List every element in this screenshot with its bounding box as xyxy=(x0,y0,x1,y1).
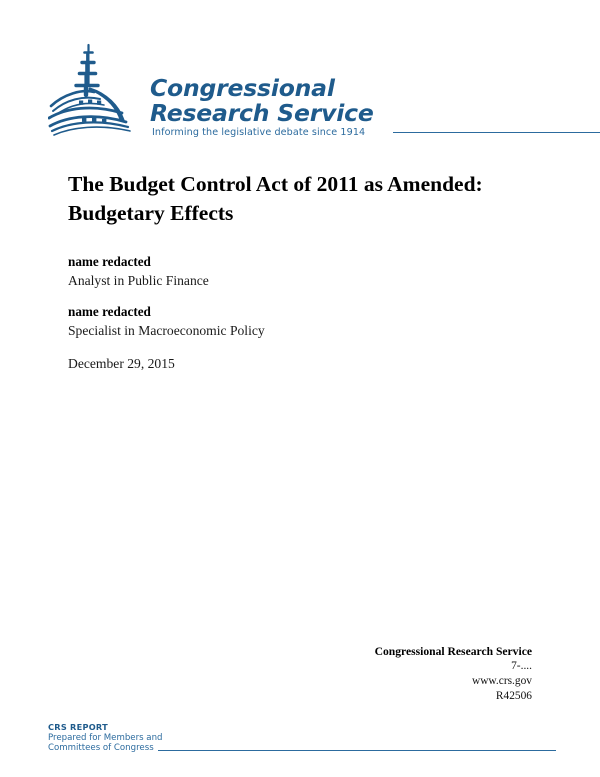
author-role: Specialist in Macroeconomic Policy xyxy=(68,323,265,338)
footer-divider xyxy=(158,750,556,751)
imprint-report-number: R42506 xyxy=(495,690,532,702)
wordmark-line-2: Research Service xyxy=(150,99,374,127)
page-footer xyxy=(48,722,558,756)
crs-masthead xyxy=(48,40,558,145)
wordmark-line-1: Congressional xyxy=(150,74,335,102)
publication-date: December 29, 2015 xyxy=(68,356,175,371)
footer-heading: CRS REPORT xyxy=(48,722,108,732)
author-name: name redacted xyxy=(68,254,151,269)
author-list xyxy=(68,253,468,373)
author-entry xyxy=(68,303,468,340)
author-name: name redacted xyxy=(68,304,151,319)
footer-subtitle-line-1: Prepared for Members and xyxy=(48,732,163,743)
imprint-website: www.crs.gov xyxy=(471,675,532,687)
page-title xyxy=(68,170,538,228)
crs-tagline: Informing the legislative debate since 1914 xyxy=(152,127,366,138)
imprint-phone: 7-.... xyxy=(511,660,532,672)
capitol-dome-icon xyxy=(48,42,152,137)
author-entry xyxy=(68,253,468,290)
author-role: Analyst in Public Finance xyxy=(68,273,209,288)
footer-subtitle-line-2: Committees of Congress xyxy=(48,743,154,753)
page-title-line-1: The Budget Control Act of 2011 as Amended: xyxy=(68,172,483,196)
page-title-line-2: Budgetary Effects xyxy=(68,201,234,225)
imprint-block xyxy=(272,644,532,704)
masthead-divider xyxy=(393,132,600,133)
crs-wordmark xyxy=(150,76,410,126)
imprint-organization: Congressional Research Service xyxy=(374,645,532,658)
